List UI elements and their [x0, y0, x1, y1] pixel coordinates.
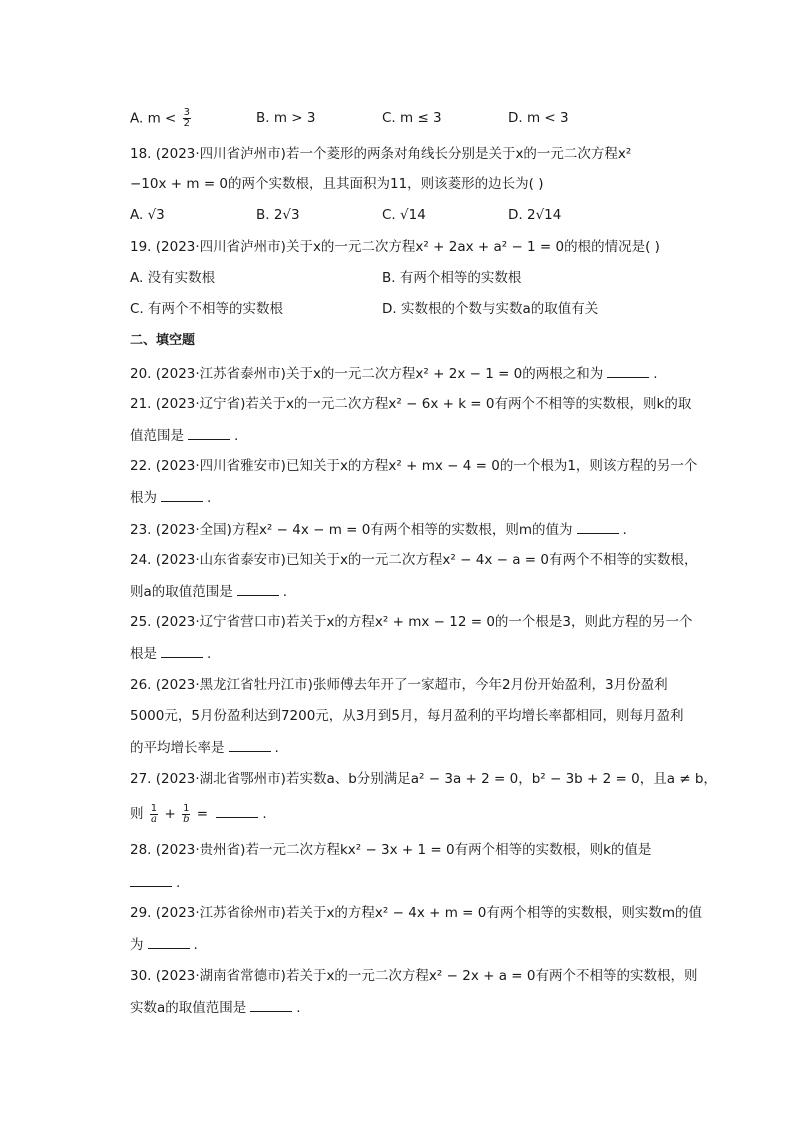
q18-option-c: C. √14 [382, 207, 426, 223]
q25-line-2: 根是 . [130, 643, 211, 664]
q25-line-1: 25. (2023·辽宁省营口市)若关于x的方程x² + mx − 12 = 0的一个根是3，则此方程的另一个 [130, 614, 693, 630]
fraction: $\frac{3}{2}$ [183, 107, 191, 129]
answer-blank[interactable] [130, 872, 172, 887]
answer-blank[interactable] [161, 643, 203, 658]
q18-option-d: D. 2√14 [508, 207, 562, 223]
answer-blank[interactable] [607, 363, 649, 378]
q20: 20. (2023·江苏省泰州市)关于x的一元二次方程x² + 2x − 1 = 0的两根之和为 . [130, 363, 658, 384]
fraction: $\frac{1}{b}$ [183, 802, 190, 825]
q26-line-2: 5000元，5月份盈利达到7200元，从3月到5月，每月盈利的平均增长率都相同，则每月盈利 [130, 708, 684, 724]
q18-line-2: −10x + m = 0的两个实数根，且其面积为11，则该菱形的边长为( ) [130, 176, 544, 192]
q19-line-1: 19. (2023·四川省泸州市)关于x的一元二次方程x² + 2ax + a² − 1 = 0的根的情况是( ) [130, 239, 660, 255]
answer-blank[interactable] [250, 997, 292, 1012]
q17-option-b: B. m > 3 [256, 110, 316, 126]
section-heading-fill-in: 二、填空题 [130, 333, 196, 348]
answer-blank[interactable] [188, 425, 230, 440]
q29-line-1: 29. (2023·江苏省徐州市)若关于x的方程x² − 4x + m = 0有两个相等的实数根，则实数m的值 [130, 905, 702, 921]
q27-line-1: 27. (2023·湖北省鄂州市)若实数a、b分别满足a² − 3a + 2 = 0，b² − 3b + 2 = 0，且a ≠ b， [130, 771, 717, 787]
q17-option-a: A. m < $\frac{3}{2}$ [130, 107, 191, 129]
answer-blank[interactable] [148, 934, 190, 949]
q18-line-1: 18. (2023·四川省泸州市)若一个菱形的两条对角线长分别是关于x的一元二次方程x² [130, 146, 632, 162]
q19-option-c: C. 有两个不相等的实数根 [130, 301, 284, 317]
answer-blank[interactable] [229, 737, 271, 752]
q19-option-d: D. 实数根的个数与实数a的取值有关 [382, 301, 599, 317]
q18-option-b: B. 2√3 [256, 207, 300, 223]
q26-line-1: 26. (2023·黑龙江省牡丹江市)张师傅去年开了一家超市，今年2月份开始盈利，3月份盈利 [130, 677, 668, 693]
q17-option-c: C. m ≤ 3 [382, 110, 442, 126]
q22-line-1: 22. (2023·四川省雅安市)已知关于x的方程x² + mx − 4 = 0的一个根为1，则该方程的另一个 [130, 458, 698, 474]
q17-option-d: D. m < 3 [508, 110, 569, 126]
answer-blank[interactable] [161, 487, 203, 502]
answer-blank[interactable] [237, 581, 279, 596]
q19-option-a: A. 没有实数根 [130, 270, 216, 286]
answer-blank[interactable] [216, 803, 258, 818]
answer-blank[interactable] [577, 519, 619, 534]
q26-line-3: 的平均增长率是 . [130, 737, 279, 758]
q28-line-1: 28. (2023·贵州省)若一元二次方程kx² − 3x + 1 = 0有两个相等的实数根，则k的值是 [130, 842, 652, 858]
fraction: $\frac{1}{a}$ [150, 802, 158, 825]
q21-line-1: 21. (2023·辽宁省)若关于x的一元二次方程x² − 6x + k = 0有两个不相等的实数根，则k的取 [130, 396, 692, 412]
q18-option-a: A. √3 [130, 207, 165, 223]
q30-line-2: 实数a的取值范围是 . [130, 997, 301, 1018]
q22-line-2: 根为 . [130, 487, 211, 508]
q27-line-2: 则 $\frac{1}{a}$ + $\frac{1}{b}$ = . [130, 802, 267, 825]
q28-line-2: . [130, 872, 180, 893]
q24-line-1: 24. (2023·山东省泰安市)已知关于x的一元二次方程x² − 4x − a = 0有两个不相等的实数根， [130, 552, 698, 568]
q19-option-b: B. 有两个相等的实数根 [382, 270, 522, 286]
q29-line-2: 为 . [130, 934, 198, 955]
q30-line-1: 30. (2023·湖南省常德市)若关于x的一元二次方程x² − 2x + a = 0有两个不相等的实数根，则 [130, 968, 698, 984]
q24-line-2: 则a的取值范围是 . [130, 581, 287, 602]
q23: 23. (2023·全国)方程x² − 4x − m = 0有两个相等的实数根，则m的值为 . [130, 519, 627, 540]
q21-line-2: 值范围是 . [130, 425, 238, 446]
